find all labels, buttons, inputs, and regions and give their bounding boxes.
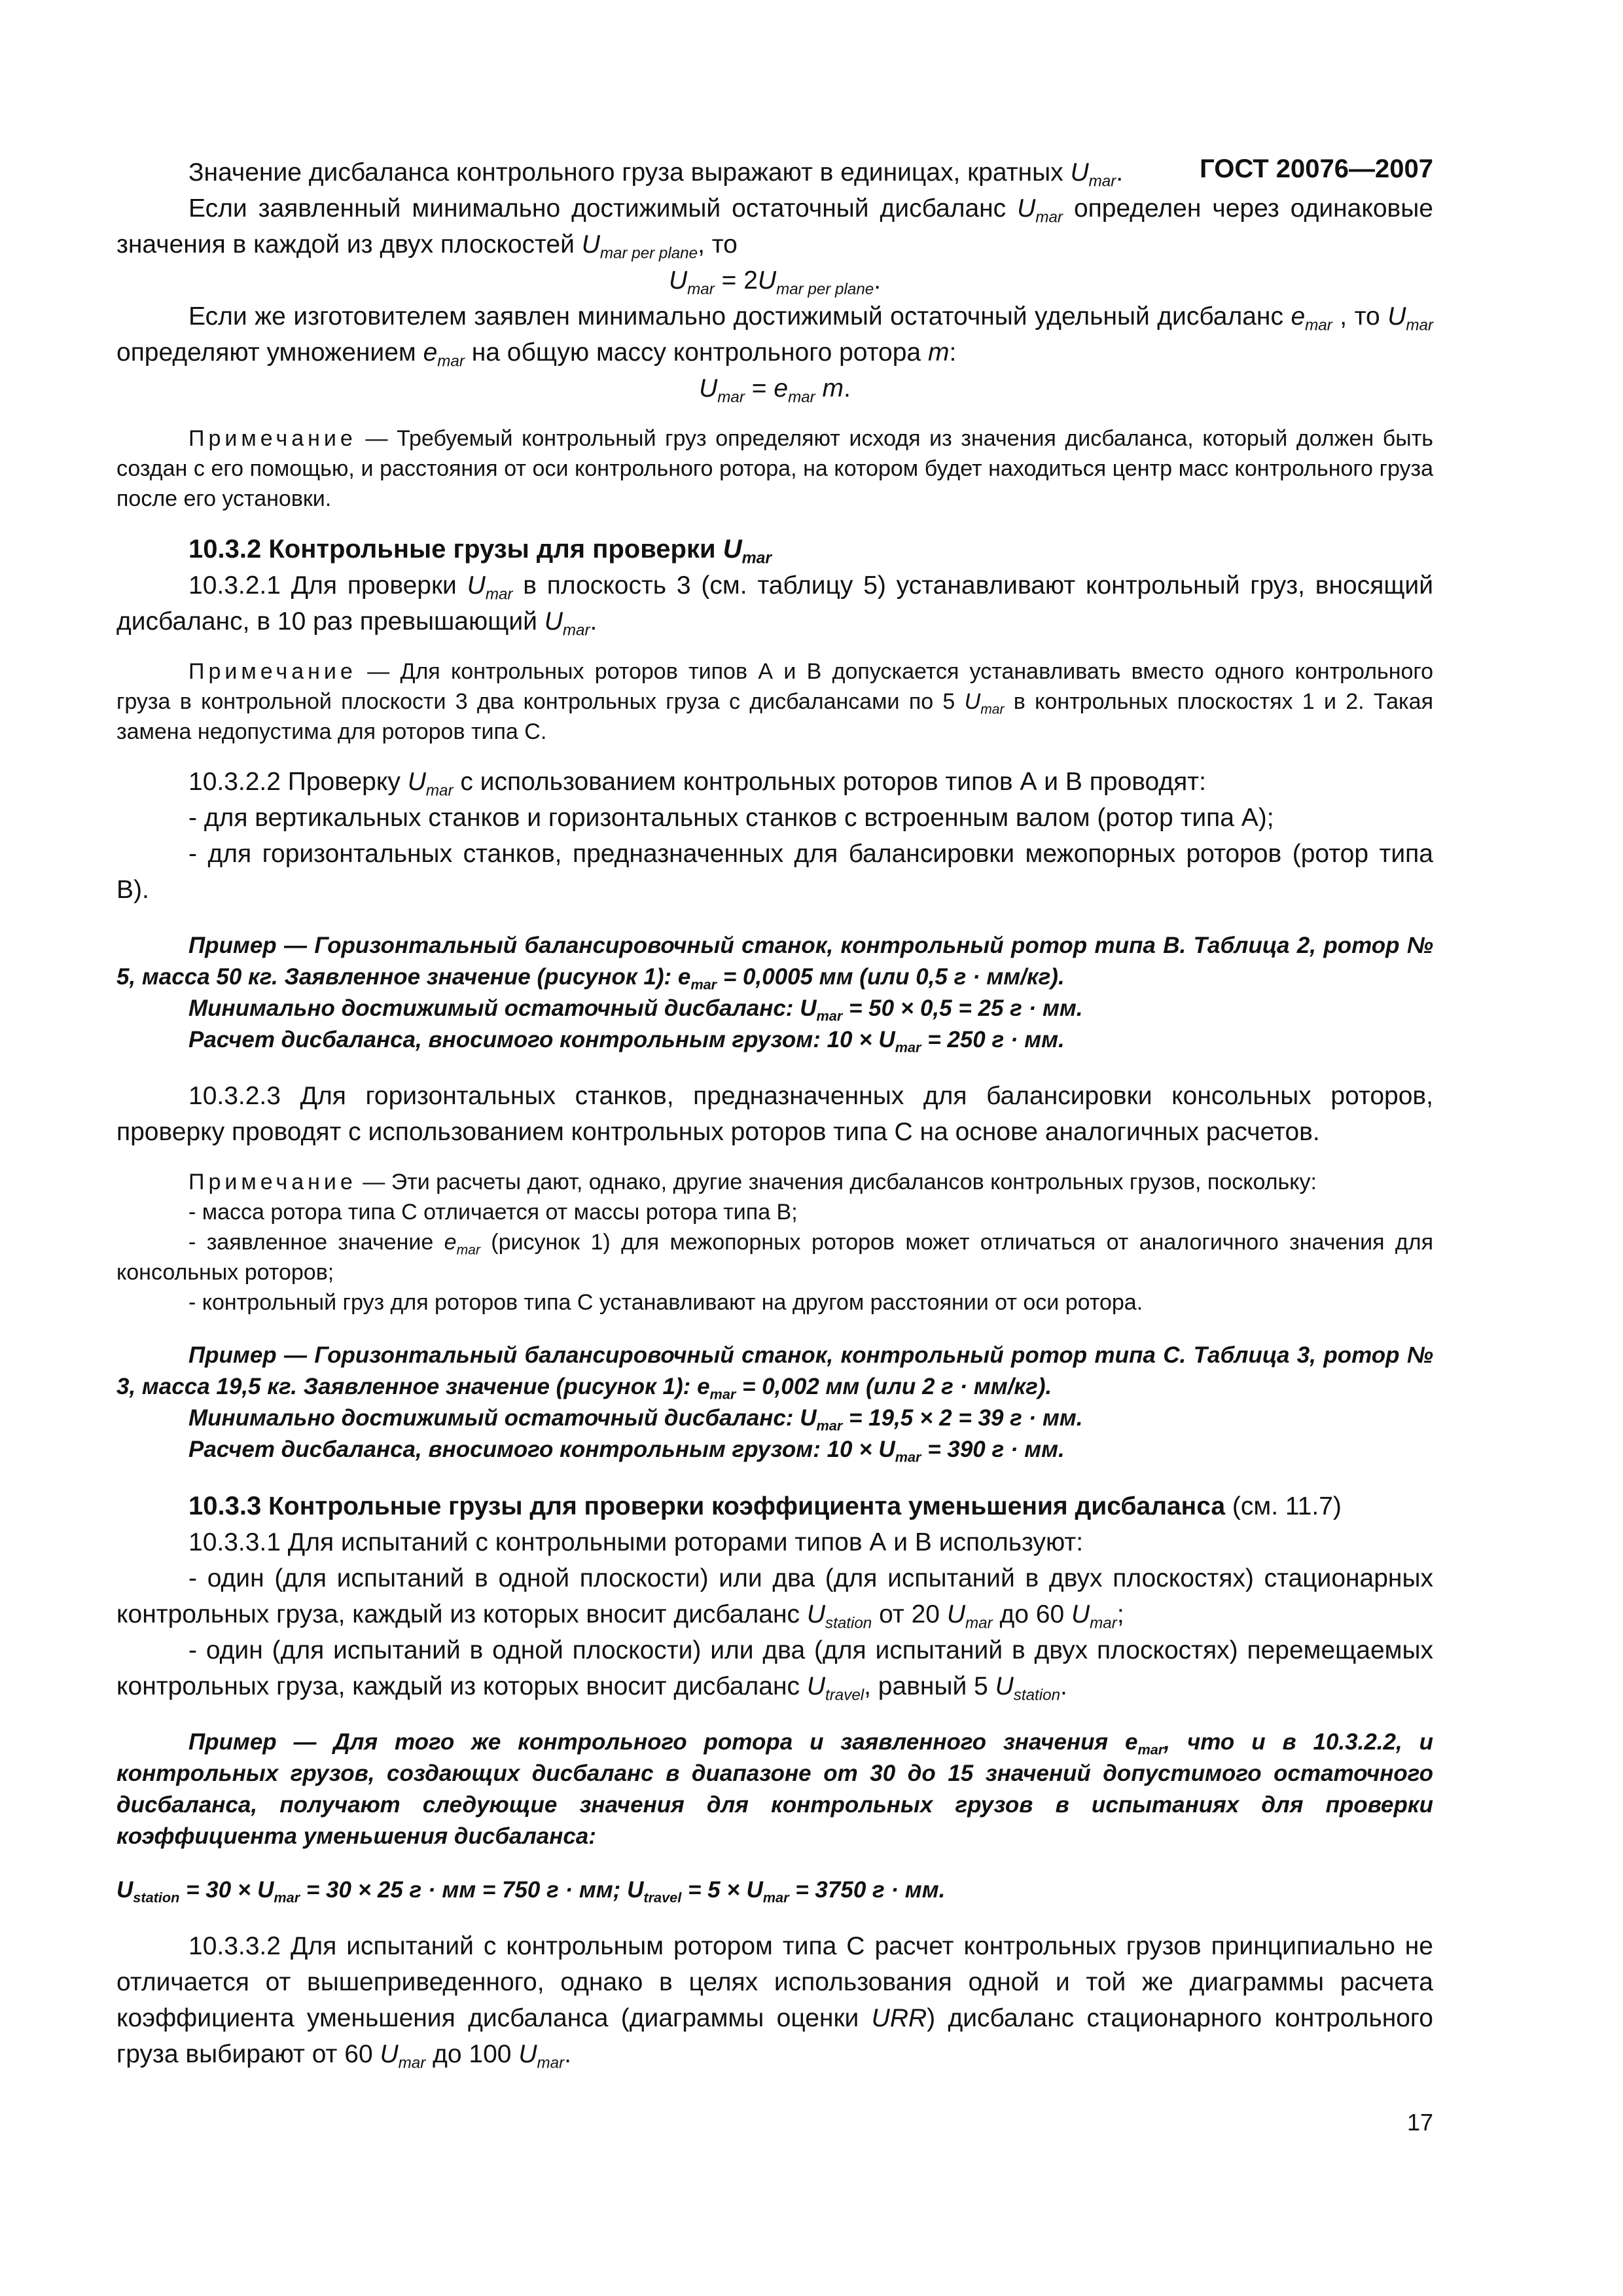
section-heading-10-3-2: 10.3.2 Контрольные грузы для проверки $U_{mar}$ — [188, 535, 772, 567]
list-item-horizontal-machines: - для горизонтальных станков, предназначенных для балансировки межопорных роторов (ротор типа В). — [116, 840, 1433, 904]
clause-10-3-2-2: 10.3.2.2 Проверку $U_{mar}$ с использованием контрольных роторов типов А и В проводят: — [188, 768, 1206, 800]
note-item-mass: - масса ротора типа С отличается от массы ротора типа В; — [188, 1200, 798, 1225]
clause-10-3-3-1: 10.3.3.1 Для испытаний с контрольными роторами типов А и В используют: — [188, 1528, 1084, 1556]
example-rotor-c: Пример — Горизонтальный балансировочный станок, контрольный ротор типа С. Таблица 3, ротор № 3, масса 19,5 кг. Заявленное значение (рисунок 1): $e_{mar} = 0,002$ мм (или 2 г · мм/кг). — [116, 1342, 1433, 1403]
example-rotor-b-calculation: Расчет дисбаланса, вносимого контрольным грузом: $10 \times U_{mar} = 250$ г · мм. — [188, 1027, 1065, 1056]
paragraph-unbalance-units: Значение дисбаланса контрольного груза выражают в единицах, кратных $U_{mar}$. — [188, 158, 1124, 190]
paragraph-specific-unbalance: Если же изготовителем заявлен минимально достижимый остаточный удельный дисбаланс $e_{mar}$ , то $U_{mar}$ определяют умножением $e_{mar}$ на общую массу контрольного ротора m: — [116, 302, 1433, 370]
example-rotor-b-min-unbalance: Минимально достижимый остаточный дисбаланс: $U_{mar} = 50 \times 0,5 = 25$ г · мм. — [188, 996, 1083, 1024]
note-rotor-types: Примечание — Для контрольных роторов типов А и В допускается устанавливать вместо одного контрольного груза в контрольной плоскости 3 два контрольных груза с дисбалансами по 5 $U_{mar}$ в контрольных плоскостях 1 и 2. Такая замена недопустима для роторов типа С. — [116, 659, 1433, 744]
formula-station-travel: $U_{station} = 30 \times U_{mar} = 30 \times 25$ г · мм = 750 г · мм; $U_{travel} = 5 \times U_{mar} = 3750$ г · мм. — [116, 1877, 946, 1906]
list-item-travel-weights: - один (для испытаний в одной плоскости) или два (для испытаний в двух плоскостях) перемещаемых контрольных груза, каждый из которых вносит дисбаланс $U_{travel}$, равный 5 $U_{station}$. — [116, 1636, 1433, 1704]
standard-code: ГОСТ 20076—2007 — [1200, 154, 1433, 183]
note-calculations: Примечание — Эти расчеты дают, однако, другие значения дисбалансов контрольных грузов, поскольку: — [188, 1170, 1317, 1194]
formula-umar-per-plane: $U_{mar} = 2U_{mar per plane}$. — [668, 266, 882, 298]
example-rotor-b: Пример — Горизонтальный балансировочный станок, контрольный ротор типа В. Таблица 2, ротор № 5, масса 50 кг. Заявленное значение (рисунок 1): $e_{mar} = 0,0005$ мм (или 0,5 г · мм/кг). — [116, 933, 1433, 993]
note-item-distance: - контрольный груз для роторов типа С устанавливают на другом расстоянии от оси ротора. — [188, 1290, 1143, 1315]
note-item-emar: - заявленное значение $e_{mar}$ (рисунок 1) для межопорных роторов может отличаться от аналогичного значения для консольных роторов; — [116, 1230, 1433, 1285]
list-item-vertical-machines: - для вертикальных станков и горизонтальных станков с встроенным валом (ротор типа А); — [188, 804, 1274, 832]
list-item-stationary-weights: - один (для испытаний в одной плоскости) или два (для испытаний в двух плоскостях) стационарных контрольных груза, каждый из которых вносит дисбаланс $U_{station}$ от 20 $U_{mar}$ до 60 $U_{mar}$; — [116, 1564, 1433, 1632]
example-rotor-c-calculation: Расчет дисбаланса, вносимого контрольным грузом: $10 \times U_{mar} = 390$ г · мм. — [188, 1437, 1065, 1465]
paragraph-per-plane: Если заявленный минимально достижимый остаточный дисбаланс $U_{mar}$ определен через одинаковые значения в каждой из двух плоскостей $U_{mar per plane}$, то — [116, 194, 1433, 262]
page-body — [116, 154, 1433, 2072]
note-test-weight: Примечание — Требуемый контрольный груз определяют исходя из значения дисбаланса, который должен быть создан с его помощью, и расстояния от оси контрольного ротора, на котором будет находиться центр масс контрольного груза после его установки. — [116, 426, 1433, 511]
clause-10-3-2-3: 10.3.2.3 Для горизонтальных станков, предназначенных для балансировки консольных роторов, проверку проводят с использованием контрольных роторов типа С на основе аналогичных расчетов. — [116, 1082, 1433, 1146]
section-heading-10-3-3: 10.3.3 Контрольные грузы для проверки коэффициента уменьшения дисбаланса (см. 11.7) — [188, 1492, 1342, 1520]
page-number: 17 — [1406, 2109, 1433, 2136]
example-rotor-c-min-unbalance: Минимально достижимый остаточный дисбаланс: $U_{mar} = 19,5 \times 2 = 39$ г · мм. — [188, 1405, 1083, 1434]
clause-10-3-3-2: 10.3.3.2 Для испытаний с контрольным ротором типа С расчет контрольных грузов принципиально не отличается от вышеприведенного, однако в целях использования одной и той же диаграммы расчета коэффициента уменьшения дисбаланса (диаграммы оценки URR) дисбаланс стационарного контрольного груза выбирают от 60 $U_{mar}$ до 100 $U_{mar}$. — [116, 1932, 1433, 2072]
clause-10-3-2-1: 10.3.2.1 Для проверки $U_{mar}$ в плоскость 3 (см. таблицу 5) устанавливают контрольный груз, вносящий дисбаланс, в 10 раз превышающий $U_{mar}$. — [116, 571, 1434, 639]
example-reduction-ratio: Пример — Для того же контрольного ротора и заявленного значения $e_{mar}$, что и в 10.3.2.2, и контрольных грузов, создающих дисбаланс в диапазоне от 30 до 15 значений допустимого остаточного дисбаланса, получают следующие значения для контрольных грузов в испытаниях для проверки коэффициента уменьшения дисбаланса: — [116, 1729, 1433, 1849]
formula-umar-emar: $U_{mar} = e_{mar}$ m. — [699, 374, 851, 406]
